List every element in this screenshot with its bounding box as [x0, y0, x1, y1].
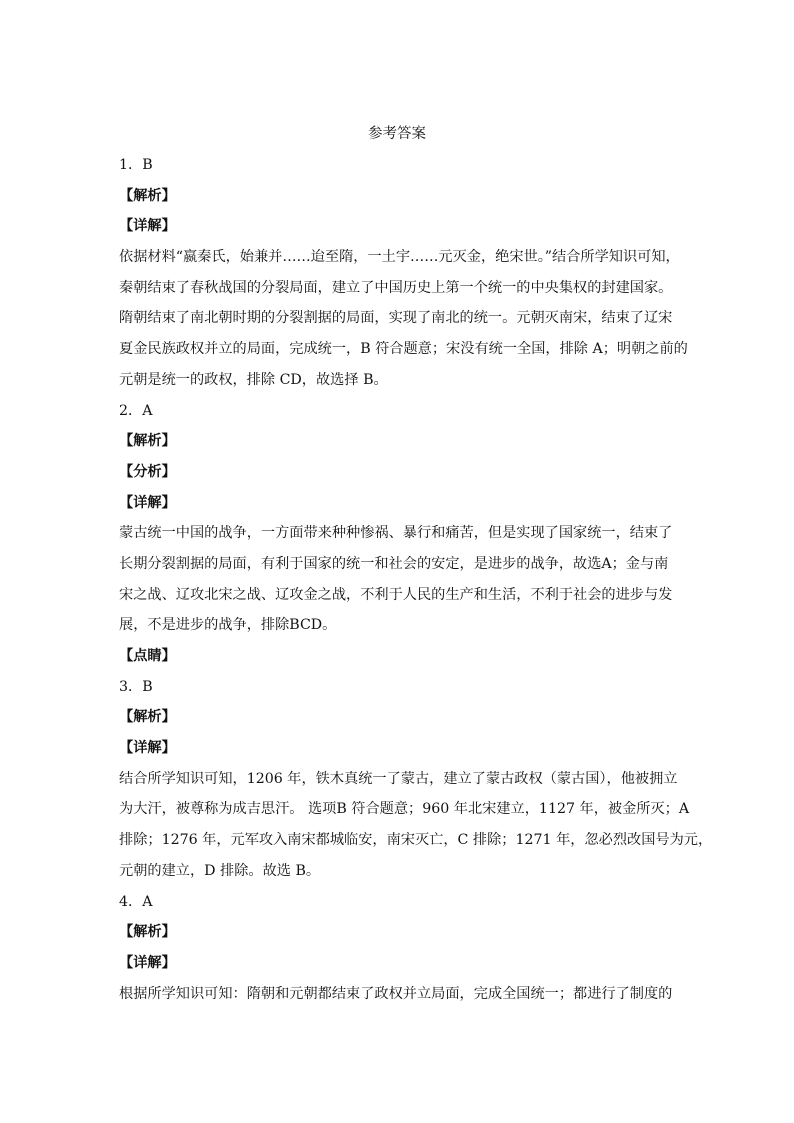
section-label: 【解析】: [119, 924, 176, 941]
page-title: 参考答案: [368, 126, 426, 142]
text-line: 隋朝结束了南北朝时期的分裂割据的局面，实现了南北的统一。元朝灭南宋，结束了辽宋: [119, 310, 673, 327]
text-line: 元朝是统一的政权，排除 CD，故选择 B。: [119, 371, 388, 388]
text-line: 秦朝结束了春秋战国的分裂局面，建立了中国历史上第一个统一的中央集权的封建国家。: [119, 279, 673, 296]
answer-number: 4．A: [119, 893, 153, 910]
section-label: 【详解】: [119, 494, 176, 511]
text-line: 展，不是进步的战争，排除BCD。: [119, 617, 337, 634]
answer-number: 2．A: [119, 402, 153, 419]
section-label: 【详解】: [119, 740, 176, 757]
text-line: 结合所学知识可知，1206 年，铁木真统一了蒙古，建立了蒙古政权（蒙古国），他被拥立: [119, 770, 678, 787]
section-label: 【分析】: [119, 463, 176, 480]
text-line: 依据材料“嬴秦氏，始兼并……迨至隋，一土宇……元灭金，绝宋世。”结合所学知识可知，: [119, 249, 680, 266]
section-label: 【详解】: [119, 218, 176, 235]
document-body: [119, 155, 713, 1014]
text-line: 根据所学知识可知：隋朝和元朝都结束了政权并立局面，完成全国统一；都进行了制度的: [119, 985, 673, 1002]
text-line: 元朝的建立，D 排除。故选 B。: [119, 862, 321, 879]
text-line: 长期分裂割据的局面，有利于国家的统一和社会的安定，是进步的战争，故选A；金与南: [119, 555, 669, 572]
text-line: 排除；1276 年，元军攻入南宋都城临安，南宋灭亡，C 排除；1271 年，忽必烈改国号为元，: [119, 832, 713, 849]
answer-number: 1．B: [119, 157, 153, 173]
text-line: 蒙古统一中国的战争，一方面带来种种惨祸、暴行和痛苦，但是实现了国家统一，结束了: [119, 525, 673, 542]
text-line: 夏金民族政权并立的局面，完成统一，B 符合题意；宋没有统一全国，排除 A；明朝之前的: [119, 341, 688, 358]
text-line: 宋之战、辽攻北宋之战、辽攻金之战，不利于人民的生产和生活，不利于社会的进步与发: [119, 586, 673, 603]
section-label: 【详解】: [119, 954, 176, 971]
answer-number: 3．B: [119, 678, 153, 695]
section-label: 【解析】: [119, 709, 176, 726]
section-label: 【解析】: [119, 187, 176, 204]
section-label: 【解析】: [119, 433, 176, 450]
section-label: 【点睛】: [119, 648, 176, 664]
text-line: 为大汗，被尊称为成吉思汗。 选项B 符合题意；960 年北宋建立，1127 年，被金所灭；A: [119, 801, 690, 818]
